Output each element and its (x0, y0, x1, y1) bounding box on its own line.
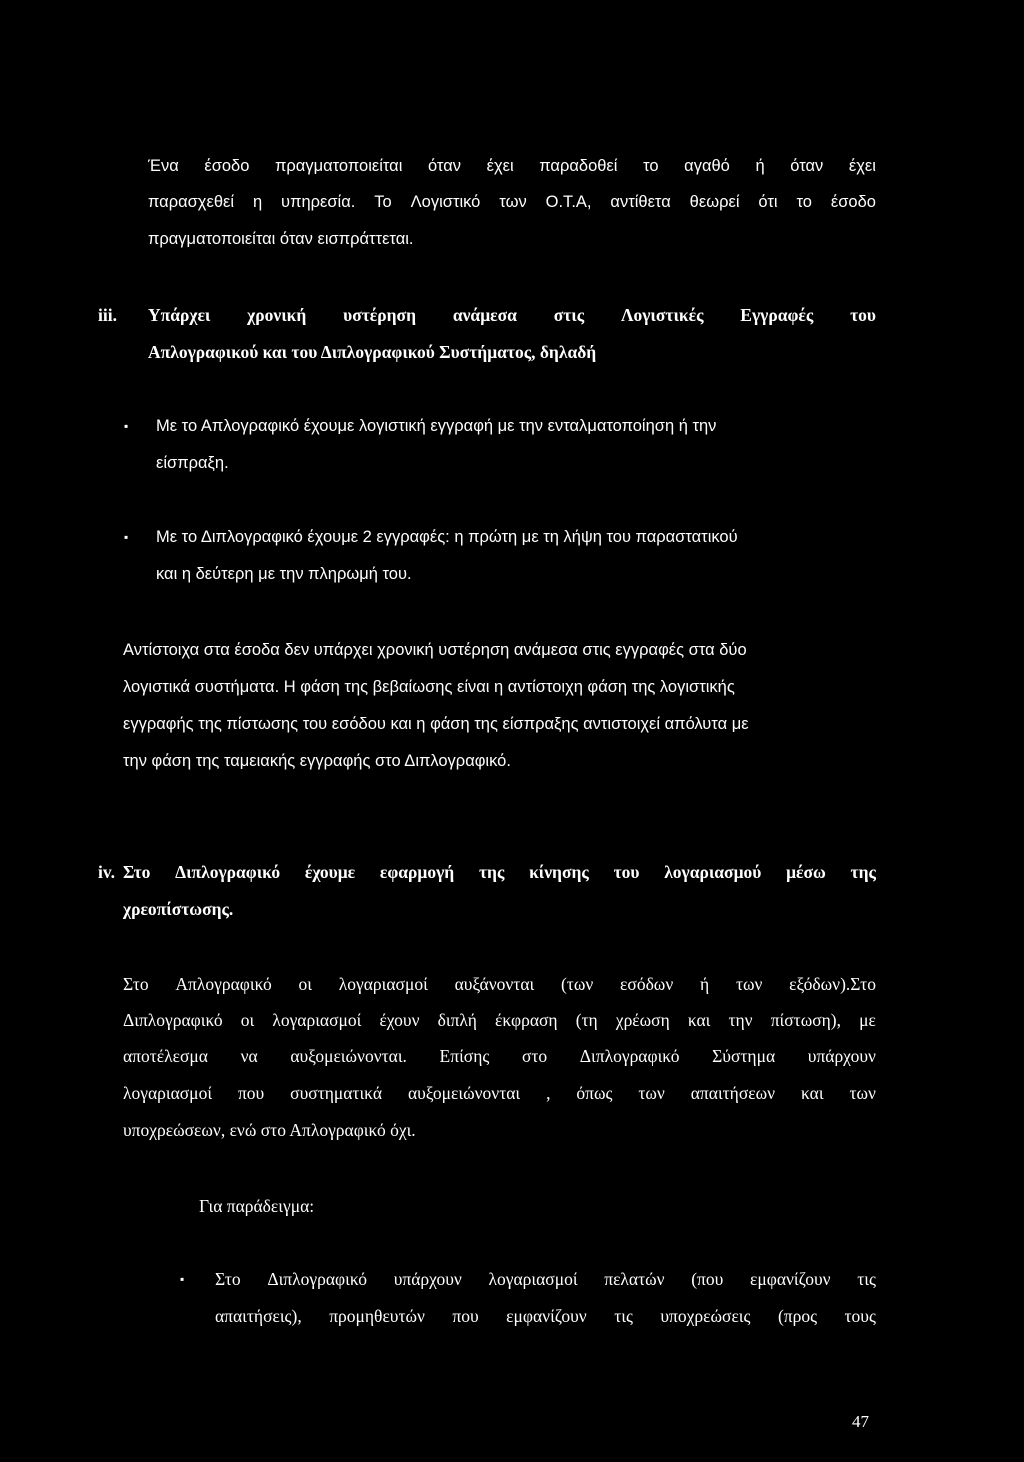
item-iv-heading-line-1: Στο Διπλογραφικό έχουμε εφαρμογή της κίνησης του λογαριασμού μέσω της (123, 862, 876, 882)
page-number: 47 (852, 1412, 869, 1431)
example-intro: Για παράδειγμα: (199, 1196, 315, 1216)
paragraph-2-line-1: Αντίστοιχα στα έσοδα δεν υπάρχει χρονική υστέρηση ανάμεσα στις εγγραφές στα δύο (123, 641, 747, 659)
paragraph-3-line-1: Στο Απλογραφικό οι λογαριασμοί αυξάνονται (των εσόδων ή των εξόδων).Στο (123, 974, 876, 994)
paragraph-3-line-5: υποχρεώσεων, ενώ στο Απλογραφικό όχι. (123, 1120, 416, 1140)
paragraph-2-line-2: λογιστικά συστήματα. Η φάση της βεβαίωσης είναι η αντίστοιχη φάση της λογιστικής (123, 678, 735, 696)
paragraph-2-line-3: εγγραφής της πίστωσης του εσόδου και η φάση της είσπραξης αντιστοιχεί απόλυτα με (123, 715, 749, 733)
item-iv-heading-line-2: χρεοπίστωσης. (123, 899, 234, 919)
paragraph-1-line-2: παρασχεθεί η υπηρεσία. Το Λογιστικό των Ο.Τ.Α, αντίθετα θεωρεί ότι το έσοδο (148, 193, 876, 211)
item-iii-heading-line-2: Απλογραφικού και του Διπλογραφικού Συστήματος, δηλαδή (148, 342, 597, 362)
bullet-1-line-1: Με το Απλογραφικό έχουμε λογιστική εγγραφή με την ενταλματοποίηση ή την (156, 417, 717, 435)
paragraph-3-line-2: Διπλογραφικό οι λογαριασμοί έχουν διπλή έκφραση (τη χρέωση και την πίστωση), με (123, 1010, 876, 1030)
item-iii-heading-line-1: Υπάρχει χρονική υστέρηση ανάμεσα στις Λογιστικές Εγγραφές του (148, 305, 876, 325)
bullet-marker-2: ▪ (124, 530, 129, 544)
paragraph-3-line-4: λογαριασμοί που συστηματικά αυξομειώνονται , όπως των απαιτήσεων και των (123, 1083, 876, 1103)
list-number-iv: iv. (98, 862, 116, 882)
bullet-marker-3: ▪ (180, 1272, 185, 1286)
paragraph-1-line-1: Ένα έσοδο πραγματοποιείται όταν έχει παραδοθεί το αγαθό ή όταν έχει (148, 157, 876, 175)
bullet-2-line-2: και η δεύτερη με την πληρωμή του. (156, 565, 412, 583)
paragraph-1-line-3: πραγματοποιείται όταν εισπράττεται. (148, 230, 414, 248)
bullet-marker-1: ▪ (124, 419, 129, 433)
paragraph-3-line-3: αποτέλεσμα να αυξομειώνονται. Επίσης στο Διπλογραφικό Σύστημα υπάρχουν (123, 1046, 876, 1066)
bullet-3-line-1: Στο Διπλογραφικό υπάρχουν λογαριασμοί πελατών (που εμφανίζουν τις (215, 1269, 876, 1289)
bullet-1-line-2: είσπραξη. (156, 454, 229, 472)
bullet-3-line-2: απαιτήσεις), προμηθευτών που εμφανίζουν τις υποχρεώσεις (προς τους (215, 1306, 876, 1326)
paragraph-2-line-4: την φάση της ταμειακής εγγραφής στο Διπλογραφικό. (123, 752, 511, 770)
list-number-iii: iii. (98, 305, 117, 325)
bullet-2-line-1: Με το Διπλογραφικό έχουμε 2 εγγραφές: η πρώτη με τη λήψη του παραστατικού (156, 528, 738, 546)
